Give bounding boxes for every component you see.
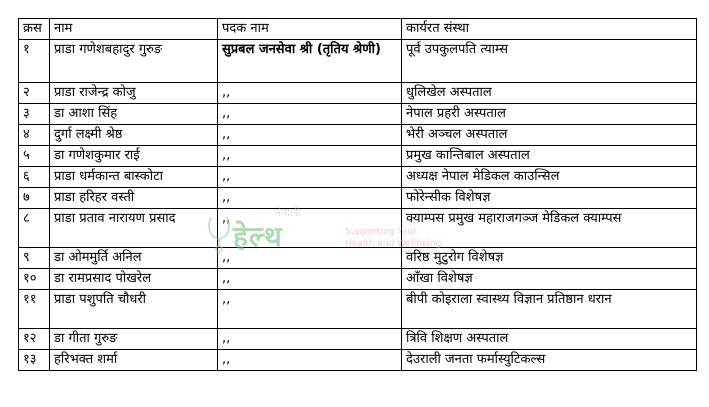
serial-cell: ८ — [19, 209, 50, 248]
name-cell: प्राडा पशुपति चौधरी — [50, 290, 218, 329]
name-cell: प्राडा धर्मकान्त बास्कोटा — [50, 167, 218, 188]
name-cell: डा रामप्रसाद पोखरेल — [50, 269, 218, 290]
organization-cell: बीपी कोइराला स्वास्थ्य विज्ञान प्रतिष्ठान धरान — [402, 290, 697, 329]
awards-table — [18, 18, 697, 371]
medal-cell: ,, — [218, 269, 402, 290]
header-name: नाम — [50, 19, 218, 40]
name-cell: डा गीता गुरुङ — [50, 329, 218, 350]
organization-cell: क्याम्पस प्रमुख महाराजगञ्ज मेडिकल क्याम्पस — [402, 209, 697, 248]
serial-cell: ६ — [19, 167, 50, 188]
watermark-brand: हेल्थ — [233, 220, 283, 253]
organization-cell: पूर्व उपकुलपति त्याम्स — [402, 40, 697, 83]
name-cell: दुर्गा लक्ष्मी श्रेष्ठ — [50, 125, 218, 146]
header-organization: कार्यरत संस्था — [402, 19, 697, 40]
name-cell: प्राडा प्रताव नारायण प्रसाद — [50, 209, 218, 248]
table-row — [19, 209, 697, 248]
table-row — [19, 350, 697, 371]
name-cell: डा ओममुर्ति अनिल — [50, 248, 218, 269]
medal-cell: ,, — [218, 248, 402, 269]
table-row — [19, 188, 697, 209]
organization-cell: अध्यक्ष नेपाल मेडिकल काउन्सिल — [402, 167, 697, 188]
name-cell: हरिभक्त शर्मा — [50, 350, 218, 371]
serial-cell: ११ — [19, 290, 50, 329]
medal-cell: ,, — [218, 209, 402, 248]
watermark-tagline-2: Health and Wellbeing — [345, 239, 442, 249]
organization-cell: भेरी अञ्चल अस्पताल — [402, 125, 697, 146]
medal-cell: ,, — [218, 83, 402, 104]
watermark-top-text: नेपाली — [275, 206, 301, 219]
organization-cell: देउराली जनता फर्मास्युटिकल्स — [402, 350, 697, 371]
header-medal: पदक नाम — [218, 19, 402, 40]
table-row — [19, 125, 697, 146]
medal-cell: ,, — [218, 104, 402, 125]
medal-cell: ,, — [218, 167, 402, 188]
medal-cell: ,, — [218, 188, 402, 209]
table-row — [19, 290, 697, 329]
serial-cell: १२ — [19, 329, 50, 350]
serial-cell: १० — [19, 269, 50, 290]
medal-cell: ,, — [218, 125, 402, 146]
table-row — [19, 329, 697, 350]
table-row — [19, 83, 697, 104]
organization-cell: धुलिखेल अस्पताल — [402, 83, 697, 104]
name-cell: प्राडा राजेन्द्र कोजु — [50, 83, 218, 104]
header-row — [19, 19, 697, 40]
serial-cell: १ — [19, 40, 50, 83]
serial-cell: ४ — [19, 125, 50, 146]
medal-cell: ,, — [218, 290, 402, 329]
medal-cell: ,, — [218, 146, 402, 167]
name-cell: प्राडा हरिहर वस्ती — [50, 188, 218, 209]
table-row — [19, 104, 697, 125]
organization-cell: फोरेन्सीक विशेषज्ञ — [402, 188, 697, 209]
name-cell: प्राडा गणेशबहादुर गुरुङ — [50, 40, 218, 83]
table-row — [19, 146, 697, 167]
serial-cell: १३ — [19, 350, 50, 371]
watermark-tagline-1: Supporting Your — [345, 227, 417, 237]
table-row — [19, 40, 697, 83]
serial-cell: २ — [19, 83, 50, 104]
organization-cell: आँखा विशेषज्ञ — [402, 269, 697, 290]
organization-cell: नेपाल प्रहरी अस्पताल — [402, 104, 697, 125]
organization-cell: वरिष्ठ मुटुरोग विशेषज्ञ — [402, 248, 697, 269]
table-row — [19, 248, 697, 269]
medal-cell: ,, — [218, 329, 402, 350]
serial-cell: ३ — [19, 104, 50, 125]
medal-cell: सुप्रबल जनसेवा श्री (तृतिय श्रेणी) — [218, 40, 402, 83]
organization-cell: त्रिवि शिक्षण अस्पताल — [402, 329, 697, 350]
medal-cell: ,, — [218, 350, 402, 371]
name-cell: डा आशा सिंह — [50, 104, 218, 125]
serial-cell: ५ — [19, 146, 50, 167]
organization-cell: प्रमुख कान्तिबाल अस्पताल — [402, 146, 697, 167]
name-cell: डा गणेशकुमार राई — [50, 146, 218, 167]
header-serial: क्रस — [19, 19, 50, 40]
table-row — [19, 167, 697, 188]
serial-cell: ९ — [19, 248, 50, 269]
serial-cell: ७ — [19, 188, 50, 209]
table-row — [19, 269, 697, 290]
